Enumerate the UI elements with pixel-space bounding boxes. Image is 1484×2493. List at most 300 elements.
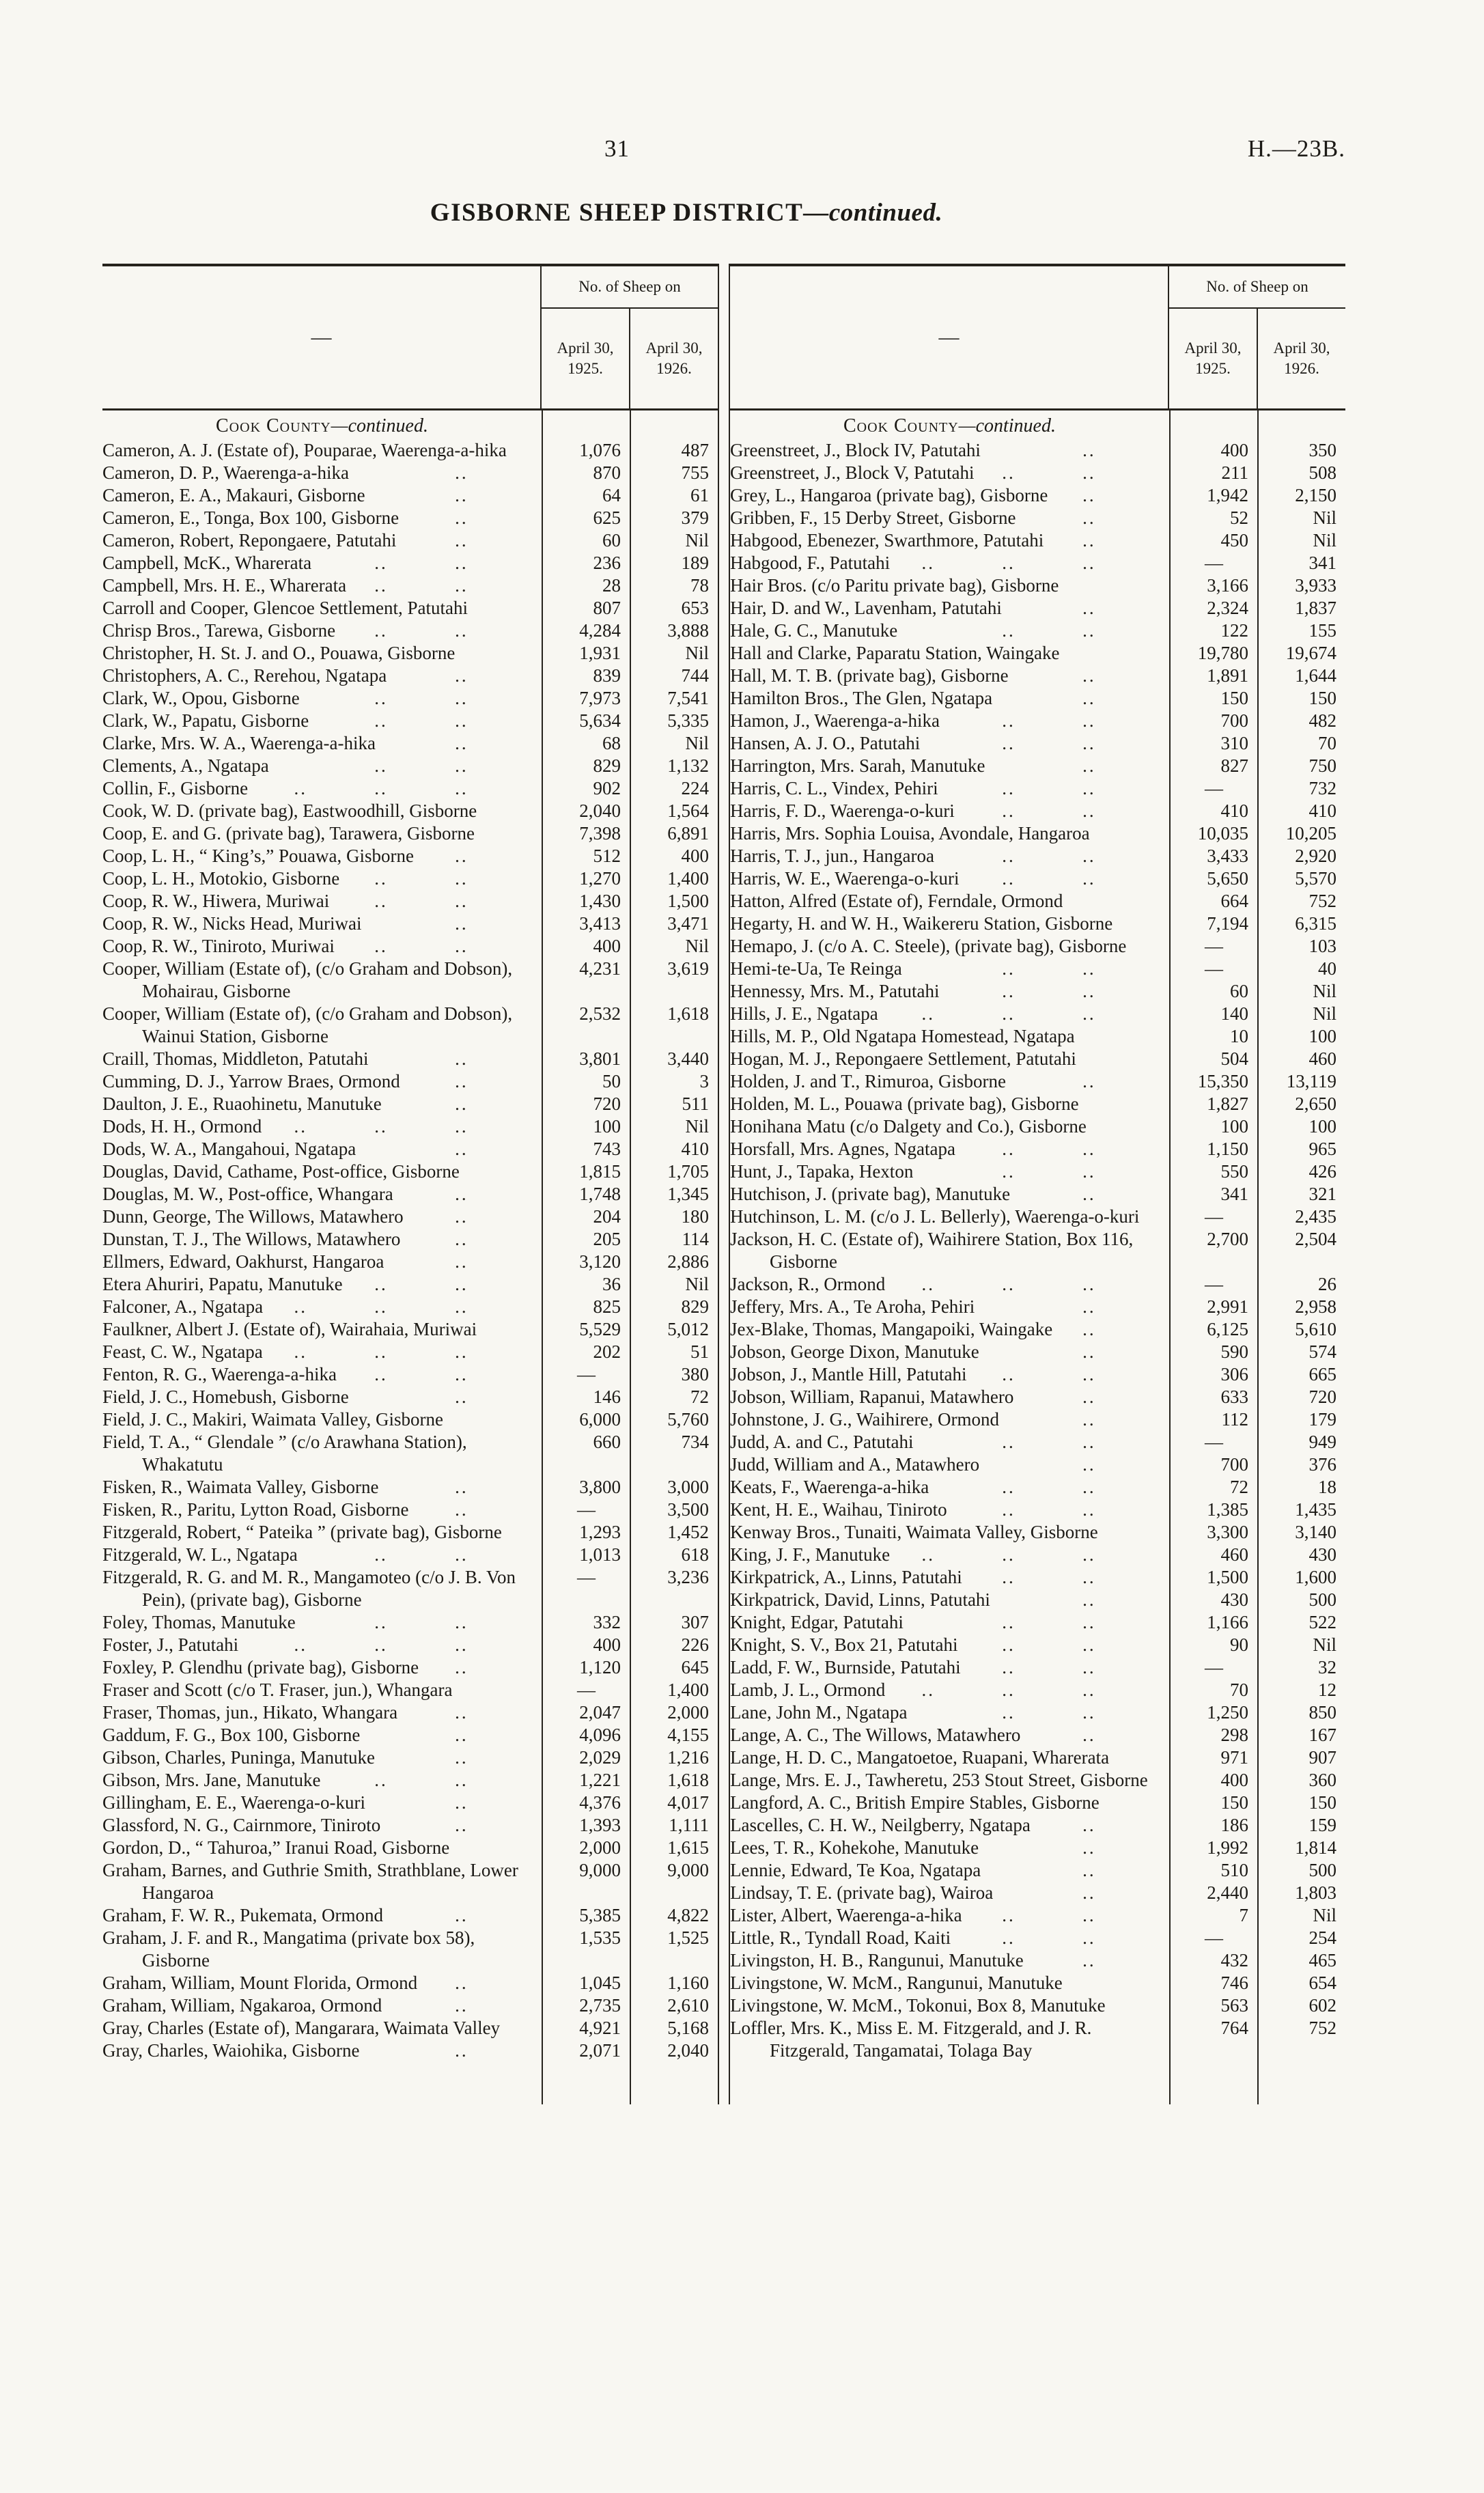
table-row <box>102 1746 718 1769</box>
sheep-count-1926: 376 <box>1257 1453 1345 1476</box>
sheep-count-1926: 1,814 <box>1257 1837 1345 1859</box>
sheep-count-1926: 180 <box>630 1206 718 1228</box>
sheep-count-1925: 807 <box>542 597 630 619</box>
sheep-count-1926: 179 <box>1257 1408 1345 1431</box>
name-column-header-dash: — <box>311 326 332 348</box>
entry-name: Hills, J. E., Ngatapa .. .. .. <box>730 1003 1096 1024</box>
county-section-heading <box>102 410 542 439</box>
table-row <box>102 1499 718 1521</box>
sheep-count-1925: 70 <box>1169 1679 1257 1701</box>
sheep-count-1926: 2,958 <box>1257 1296 1345 1318</box>
sheep-count-1926: 114 <box>630 1228 718 1251</box>
sheep-count-1926: 40 <box>1257 958 1345 980</box>
sheep-count-1925: 202 <box>542 1341 630 1363</box>
sheep-count-1925: 50 <box>542 1070 630 1093</box>
sheep-count-1925: 28 <box>542 574 630 597</box>
table-row <box>730 1927 1345 1949</box>
sheep-count-1926: 5,012 <box>630 1318 718 1341</box>
sheep-count-1925: — <box>1169 552 1257 574</box>
sheep-count-1926: 4,017 <box>630 1792 718 1814</box>
entry-name: Hamon, J., Waerenga-a-hika .. .. <box>730 710 1096 731</box>
sheep-count-1926: 2,504 <box>1257 1228 1345 1273</box>
table-row <box>730 1228 1345 1273</box>
sheep-count-1925: 2,440 <box>1169 1882 1257 1904</box>
table-row <box>102 1408 718 1431</box>
table-row <box>730 1003 1345 1025</box>
sheep-count-1926: 508 <box>1257 462 1345 484</box>
sheep-count-1925: 2,029 <box>542 1746 630 1769</box>
entry-name: Gaddum, F. G., Box 100, Gisborne .. <box>102 1725 468 1745</box>
entry-name: Craill, Thomas, Middleton, Patutahi .. <box>102 1048 468 1069</box>
entry-name: Habgood, Ebenezer, Swarthmore, Patutahi .. <box>730 530 1096 551</box>
sheep-count-1925: — <box>542 1499 630 1521</box>
sheep-count-1926: 70 <box>1257 732 1345 755</box>
sheep-count-1926: 750 <box>1257 755 1345 777</box>
table-row <box>730 1521 1345 1544</box>
entry-name: Horsfall, Mrs. Agnes, Ngatapa .. .. <box>730 1139 1096 1159</box>
sheep-count-1926: 410 <box>630 1138 718 1160</box>
sheep-count-1925: 400 <box>1169 439 1257 462</box>
sheep-count-1925: — <box>542 1679 630 1701</box>
entry-name: Fraser, Thomas, jun., Hikato, Whangara .. <box>102 1702 468 1723</box>
sheep-count-1925: 764 <box>1169 2017 1257 2062</box>
table-row <box>730 1408 1345 1431</box>
sheep-count-1926: 1,705 <box>630 1160 718 1183</box>
page-number: 31 <box>604 135 630 162</box>
table-row <box>730 1859 1345 1882</box>
sheep-count-1925: 550 <box>1169 1160 1257 1183</box>
sheep-count-1925: 4,376 <box>542 1792 630 1814</box>
sheep-count-1926: 100 <box>1257 1115 1345 1138</box>
sheep-count-1925: 1,166 <box>1169 1611 1257 1634</box>
table-row <box>730 890 1345 913</box>
sheep-count-1926: 410 <box>1257 800 1345 822</box>
sheep-count-1926: 3,500 <box>630 1499 718 1521</box>
sheep-count-1926: 341 <box>1257 552 1345 574</box>
sheep-count-1926: 2,000 <box>630 1701 718 1724</box>
entry-name: Dods, W. A., Mangahoui, Ngatapa .. <box>102 1139 468 1159</box>
entry-name: Harris, W. E., Waerenga-o-kuri .. .. <box>730 868 1096 889</box>
year-columns <box>1169 309 1345 408</box>
entry-name: Fisken, R., Waimata Valley, Gisborne .. <box>102 1477 468 1497</box>
table-row <box>102 1679 718 1701</box>
table-row <box>730 1701 1345 1724</box>
table-row <box>102 867 718 890</box>
sheep-count-1925: — <box>1169 1431 1257 1453</box>
sheep-count-1925: 236 <box>542 552 630 574</box>
sheep-count-1925: 3,800 <box>542 1476 630 1499</box>
entry-name: Hills, M. P., Old Ngatapa Homestead, Ngatapa <box>730 1026 1075 1046</box>
sheep-count-1925: 5,634 <box>542 710 630 732</box>
sheep-count-1926: 907 <box>1257 1746 1345 1769</box>
table-row <box>730 529 1345 552</box>
table-rule-tail <box>102 2062 718 2104</box>
sheep-count-1925: 3,413 <box>542 913 630 935</box>
table-row <box>730 1949 1345 1972</box>
sheep-count-1925: 2,735 <box>542 1994 630 2017</box>
sheep-count-1925: 563 <box>1169 1994 1257 2017</box>
sheep-count-1926: 3 <box>630 1070 718 1093</box>
sheep-count-1926: 7,541 <box>630 687 718 710</box>
sheep-count-1926: 155 <box>1257 619 1345 642</box>
entry-name: Lister, Albert, Waerenga-a-hika .. .. <box>730 1905 1096 1925</box>
entry-name: Hemapo, J. (c/o A. C. Steele), (private bag), Gisborne <box>730 936 1127 956</box>
sheep-count-1925: — <box>542 1566 630 1611</box>
sheep-count-1926: 9,000 <box>630 1859 718 1904</box>
entry-name: Gillingham, E. E., Waerenga-o-kuri .. <box>102 1792 468 1813</box>
entry-name: Holden, M. L., Pouawa (private bag), Gisborne <box>730 1094 1079 1114</box>
sheep-count-1926: 3,140 <box>1257 1521 1345 1544</box>
table-row <box>102 1363 718 1386</box>
sheep-count-1926: 1,160 <box>630 1972 718 1994</box>
sheep-count-1926: 1,564 <box>630 800 718 822</box>
table-row <box>102 755 718 777</box>
sheep-count-1925: 36 <box>542 1273 630 1296</box>
table-row <box>102 1927 718 1972</box>
table-row <box>102 462 718 484</box>
sheep-count-1925: 410 <box>1169 800 1257 822</box>
sheep-count-1925: 68 <box>542 732 630 755</box>
table-row <box>102 1634 718 1656</box>
sheep-count-1925: — <box>1169 958 1257 980</box>
table-row <box>730 1566 1345 1589</box>
sheep-count-1925: 400 <box>542 1634 630 1656</box>
sheep-count-1926: Nil <box>630 1273 718 1296</box>
sheep-count-1926: 3,619 <box>630 958 718 1003</box>
sheep-count-1926: 1,216 <box>630 1746 718 1769</box>
table-row <box>730 913 1345 935</box>
sheep-count-1925: 633 <box>1169 1386 1257 1408</box>
sheep-count-1926: 51 <box>630 1341 718 1363</box>
table-row <box>102 1476 718 1499</box>
entry-name: Langford, A. C., British Empire Stables, Gisborne <box>730 1792 1100 1813</box>
entry-name: Holden, J. and T., Rimuroa, Gisborne .. <box>730 1071 1096 1091</box>
entry-name: Fraser and Scott (c/o T. Fraser, jun.), Whangara <box>102 1680 453 1700</box>
table-row <box>730 619 1345 642</box>
sheep-count-1926: 78 <box>630 574 718 597</box>
table-row <box>730 1431 1345 1453</box>
sheep-count-1926: 307 <box>630 1611 718 1634</box>
rows-container <box>102 439 718 2104</box>
table-row <box>102 687 718 710</box>
sheep-count-1925: 1,992 <box>1169 1837 1257 1859</box>
sheep-count-1926: Nil <box>630 642 718 665</box>
sheep-table-left <box>102 264 719 2104</box>
sheep-count-1926: 752 <box>1257 2017 1345 2062</box>
sheep-count-1926: 2,650 <box>1257 1093 1345 1115</box>
sheep-count-1926: 350 <box>1257 439 1345 462</box>
page-title <box>65 198 1308 227</box>
table-row <box>102 1070 718 1093</box>
column-header-group: No. of Sheep on <box>1169 266 1345 309</box>
sheep-count-1926: Nil <box>630 529 718 552</box>
sheep-count-1925: 150 <box>1169 1792 1257 1814</box>
sheep-count-1925: 7 <box>1169 1904 1257 1927</box>
empty-cell <box>1257 410 1345 439</box>
table-rule-tail <box>730 2062 1345 2104</box>
entry-name: Cameron, A. J. (Estate of), Pouparae, Waerenga-a-hika <box>102 440 507 460</box>
entry-name: Foster, J., Patutahi .. .. .. <box>102 1634 468 1655</box>
entry-name: Judd, William and A., Matawhero .. <box>730 1454 1096 1475</box>
sheep-count-1926: Nil <box>630 1115 718 1138</box>
sheep-count-1926: 732 <box>1257 777 1345 800</box>
sheep-count-1925: 204 <box>542 1206 630 1228</box>
sheep-count-1925: — <box>542 1363 630 1386</box>
table-row <box>102 1611 718 1634</box>
sheep-count-1925: 870 <box>542 462 630 484</box>
entry-name: Christophers, A. C., Rerehou, Ngatapa .. <box>102 665 468 686</box>
table-row <box>102 1115 718 1138</box>
table-row <box>102 1048 718 1070</box>
entry-name: Field, J. C., Homebush, Gisborne .. <box>102 1387 468 1407</box>
entry-name: Campbell, Mrs. H. E., Wharerata .. .. <box>102 575 468 596</box>
sheep-count-1926: 665 <box>1257 1363 1345 1386</box>
entry-name: Jobson, William, Rapanui, Matawhero .. <box>730 1387 1096 1407</box>
table-row <box>730 980 1345 1003</box>
sheep-count-1925: 341 <box>1169 1183 1257 1206</box>
sheep-count-1926: 1,345 <box>630 1183 718 1206</box>
table-row <box>730 1994 1345 2017</box>
table-row <box>102 597 718 619</box>
entry-name: Coop, L. H., Motokio, Gisborne .. .. <box>102 868 468 889</box>
table-row <box>102 1566 718 1611</box>
sheep-count-1926: 618 <box>630 1544 718 1566</box>
entry-name: Fenton, R. G., Waerenga-a-hika .. .. <box>102 1364 468 1384</box>
entry-name: Hemi-te-Ua, Te Reinga .. .. <box>730 958 1096 979</box>
sheep-count-1926: 2,886 <box>630 1251 718 1273</box>
entry-name: Hennessy, Mrs. M., Patutahi .. .. <box>730 981 1096 1001</box>
table-row <box>102 1003 718 1048</box>
column-header-1926: April 30, 1926. <box>629 309 718 408</box>
table-row <box>730 2017 1345 2062</box>
table-row <box>730 822 1345 845</box>
sheep-count-1925: 4,231 <box>542 958 630 1003</box>
entry-name: Kirkpatrick, A., Linns, Patutahi .. .. <box>730 1567 1096 1587</box>
entry-name: Knight, S. V., Box 21, Patutahi .. .. <box>730 1634 1096 1655</box>
sheep-count-1925: 700 <box>1169 710 1257 732</box>
sheep-count-1925: 1,500 <box>1169 1566 1257 1589</box>
sheep-count-1926: 103 <box>1257 935 1345 958</box>
table-row <box>730 1746 1345 1769</box>
table-row <box>102 1521 718 1544</box>
sheep-count-1926: 755 <box>630 462 718 484</box>
table-row <box>730 1904 1345 1927</box>
sheep-count-1925: 1,535 <box>542 1927 630 1972</box>
sheep-count-1926: 12 <box>1257 1679 1345 1701</box>
entry-name: Jackson, H. C. (Estate of), Waihirere Station, Box 116, Gisborne <box>730 1229 1134 1272</box>
table-row <box>102 1183 718 1206</box>
entry-name: Coop, R. W., Hiwera, Muriwai .. .. <box>102 891 468 911</box>
entry-name: Ellmers, Edward, Oakhurst, Hangaroa .. <box>102 1251 468 1272</box>
sheep-count-1925: 971 <box>1169 1746 1257 1769</box>
sheep-count-1925: 3,801 <box>542 1048 630 1070</box>
entry-name: Foley, Thomas, Manutuke .. .. <box>102 1612 468 1632</box>
column-header-1925: April 30, 1925. <box>557 339 614 377</box>
sheep-count-1925: 1,931 <box>542 642 630 665</box>
sheep-count-1926: 6,315 <box>1257 913 1345 935</box>
sheep-count-1926: 1,111 <box>630 1814 718 1837</box>
sheep-count-1925: 1,045 <box>542 1972 630 1994</box>
sheep-count-1926: Nil <box>1257 1904 1345 1927</box>
table-row <box>102 800 718 822</box>
page-title-main: GISBORNE SHEEP DISTRICT <box>430 199 804 227</box>
entry-name: Judd, A. and C., Patutahi .. .. <box>730 1432 1096 1452</box>
sheep-count-1926: 1,500 <box>630 890 718 913</box>
sheep-count-1925: 1,393 <box>542 1814 630 1837</box>
entry-name: Honihana Matu (c/o Dalgety and Co.), Gisborne <box>730 1116 1087 1137</box>
entry-name: Gordon, D., “ Tahuroa,” Iranui Road, Gisborne <box>102 1837 450 1858</box>
entry-name: Daulton, J. E., Ruaohinetu, Manutuke .. <box>102 1094 468 1114</box>
sheep-count-1926: 653 <box>630 597 718 619</box>
sheep-count-1926: 4,822 <box>630 1904 718 1927</box>
table-row <box>730 958 1345 980</box>
sheep-count-1925: 512 <box>542 845 630 867</box>
sheep-count-1926: 100 <box>1257 1025 1345 1048</box>
sheep-count-1925: — <box>1169 1206 1257 1228</box>
sheep-count-1926: 829 <box>630 1296 718 1318</box>
table-header <box>730 266 1345 410</box>
entry-name: Livingstone, W. McM., Tokonui, Box 8, Manutuke <box>730 1995 1106 2016</box>
entry-name: Field, J. C., Makiri, Waimata Valley, Gisborne <box>102 1409 444 1430</box>
sheep-count-1926: 1,615 <box>630 1837 718 1859</box>
sheep-count-1925: 450 <box>1169 529 1257 552</box>
table-row <box>102 822 718 845</box>
entry-name: Gibson, Charles, Puninga, Manutuke .. <box>102 1747 468 1768</box>
entry-name: Lange, Mrs. E. J., Tawheretu, 253 Stout Street, Gisborne <box>730 1770 1148 1790</box>
column-header-group: No. of Sheep on <box>542 266 718 309</box>
entry-name: King, J. F., Manutuke .. .. .. <box>730 1544 1096 1565</box>
sheep-count-1926: 645 <box>630 1656 718 1679</box>
sheep-count-1926: 522 <box>1257 1611 1345 1634</box>
entry-name: Hegarty, H. and W. H., Waikereru Station, Gisborne <box>730 913 1113 934</box>
entry-name: Hamilton Bros., The Glen, Ngatapa .. <box>730 688 1096 708</box>
sheep-count-1926: 400 <box>630 845 718 867</box>
sheep-count-1925: 2,071 <box>542 2039 630 2062</box>
table-row <box>102 1859 718 1904</box>
sheep-count-1926: 1,618 <box>630 1769 718 1792</box>
table-row <box>102 845 718 867</box>
sheep-count-1925: 146 <box>542 1386 630 1408</box>
entry-name: Collin, F., Gisborne .. .. .. <box>102 778 468 798</box>
sheep-table-right <box>729 264 1345 2104</box>
entry-name: Livingstone, W. McM., Rangunui, Manutuke <box>730 1973 1063 1993</box>
county-continued: —continued. <box>958 415 1056 436</box>
entry-name: Clarke, Mrs. W. A., Waerenga-a-hika .. <box>102 733 468 753</box>
sheep-count-1925: 3,120 <box>542 1251 630 1273</box>
table-row <box>730 1814 1345 1837</box>
entry-name: Kenway Bros., Tunaiti, Waimata Valley, Gisborne <box>730 1522 1098 1542</box>
entry-name: Coop, R. W., Nicks Head, Muriwai .. <box>102 913 468 934</box>
empty-cell <box>630 410 718 439</box>
entry-name: Graham, F. W. R., Pukemata, Ormond .. <box>102 1905 468 1925</box>
sheep-count-1926: 150 <box>1257 1792 1345 1814</box>
sheep-count-1926: 379 <box>630 507 718 529</box>
page-title-continued: —continued. <box>803 199 943 227</box>
sheep-count-1925: 7,194 <box>1169 913 1257 935</box>
sheep-count-1925: — <box>1169 1273 1257 1296</box>
table-row <box>730 1273 1345 1296</box>
table-row <box>102 732 718 755</box>
entry-name: Jobson, George Dixon, Manutuke .. <box>730 1341 1096 1362</box>
sheep-count-1926: 2,435 <box>1257 1206 1345 1228</box>
table-row <box>102 1228 718 1251</box>
table-row <box>102 1251 718 1273</box>
entry-name: Cameron, Robert, Repongaere, Patutahi .. <box>102 530 468 551</box>
sheep-count-1925: 825 <box>542 1296 630 1318</box>
sheep-count-1925: 72 <box>1169 1476 1257 1499</box>
county-name: Cook County <box>843 415 959 436</box>
entry-name: Fitzgerald, R. G. and M. R., Mangamoteo (c/o J. B. Von Pein), (private bag), Gisborne <box>102 1567 516 1610</box>
table-row <box>730 1025 1345 1048</box>
entry-name: Coop, R. W., Tiniroto, Muriwai .. .. <box>102 936 468 956</box>
table-row <box>102 1093 718 1115</box>
entry-name: Hatton, Alfred (Estate of), Ferndale, Ormond <box>730 891 1063 911</box>
sheep-count-1925: 150 <box>1169 687 1257 710</box>
sheep-count-1925: 186 <box>1169 1814 1257 1837</box>
sheep-count-1925: 1,815 <box>542 1160 630 1183</box>
sheep-count-1925: 625 <box>542 507 630 529</box>
sheep-count-1926: 32 <box>1257 1656 1345 1679</box>
sheep-count-1925: 720 <box>542 1093 630 1115</box>
entry-name: Lascelles, C. H. W., Neilgberry, Ngatapa .. <box>730 1815 1096 1835</box>
sheep-count-1925: 1,250 <box>1169 1701 1257 1724</box>
table-row <box>730 1589 1345 1611</box>
table-body <box>102 410 718 2104</box>
column-header-1925: April 30, 1925. <box>1184 339 1242 377</box>
sheep-count-1925: 64 <box>542 484 630 507</box>
table-row <box>730 1679 1345 1701</box>
sheep-count-1926: 4,155 <box>630 1724 718 1746</box>
table-row <box>730 1837 1345 1859</box>
table-row <box>730 552 1345 574</box>
entry-name: Harris, F. D., Waerenga-o-kuri .. .. <box>730 800 1096 821</box>
entry-name: Douglas, M. W., Post-office, Whangara .. <box>102 1184 468 1204</box>
entry-name: Hall and Clarke, Paparatu Station, Waingake <box>730 643 1060 663</box>
sheep-count-1925: 100 <box>1169 1115 1257 1138</box>
sheep-count-1925: 90 <box>1169 1634 1257 1656</box>
sheep-count-1926: 430 <box>1257 1544 1345 1566</box>
table-row <box>102 529 718 552</box>
table-row <box>102 507 718 529</box>
table-row <box>730 574 1345 597</box>
sheep-count-1925: 4,921 <box>542 2017 630 2039</box>
sheep-count-1926: Nil <box>1257 507 1345 529</box>
sheep-count-1926: 602 <box>1257 1994 1345 2017</box>
sheep-count-1925: 827 <box>1169 755 1257 777</box>
sheep-count-1926: 3,236 <box>630 1566 718 1611</box>
sheep-count-1926: 2,150 <box>1257 484 1345 507</box>
number-columns-header <box>540 266 718 408</box>
table-row <box>102 913 718 935</box>
table-row <box>102 1656 718 1679</box>
sheep-count-1925: 839 <box>542 665 630 687</box>
sheep-count-1925: 2,000 <box>542 1837 630 1859</box>
entry-name: Hogan, M. J., Repongaere Settlement, Patutahi <box>730 1048 1076 1069</box>
sheep-count-1925: 5,529 <box>542 1318 630 1341</box>
table-row <box>730 1453 1345 1476</box>
sheep-count-1925: 2,991 <box>1169 1296 1257 1318</box>
table-row <box>730 642 1345 665</box>
table-row <box>102 1792 718 1814</box>
entry-name: Field, T. A., “ Glendale ” (c/o Arawhana Station), Whakatutu <box>102 1432 467 1475</box>
entry-name: Cook, W. D. (private bag), Eastwoodhill, Gisborne <box>102 800 477 821</box>
entry-name: Cameron, E., Tonga, Box 100, Gisborne .. <box>102 507 468 528</box>
sheep-count-1925: 1,013 <box>542 1544 630 1566</box>
entry-name: Hansen, A. J. O., Patutahi .. .. <box>730 733 1096 753</box>
sheep-count-1925: 2,700 <box>1169 1228 1257 1273</box>
sheep-count-1925: 1,748 <box>542 1183 630 1206</box>
table-row <box>730 665 1345 687</box>
